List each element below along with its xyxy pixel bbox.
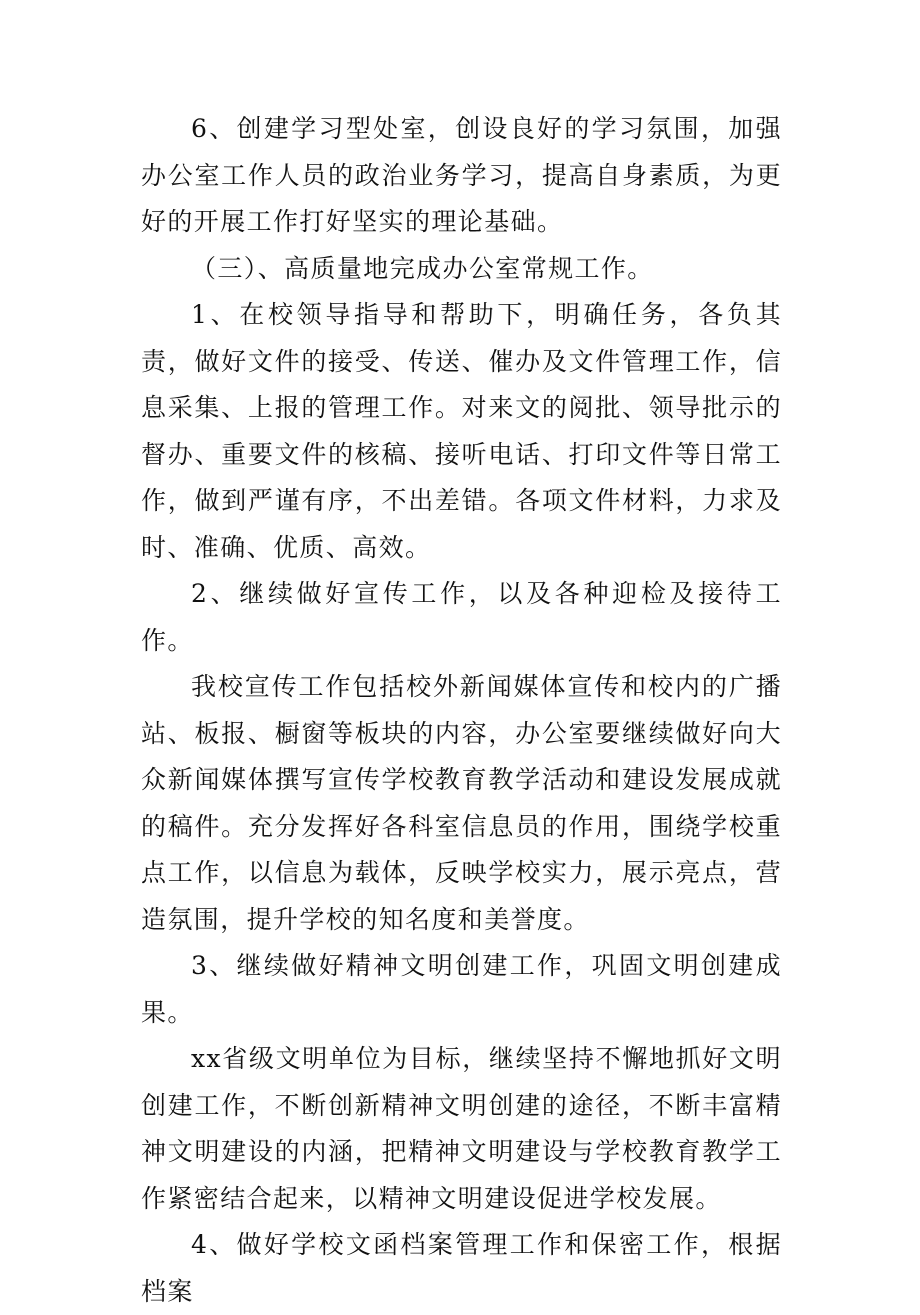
paragraph-civilization-details: xx省级文明单位为目标，继续坚持不懈地抓好文明创建工作，不断创新精神文明创建的途径，不断丰富精神文明建设的内涵，把精神文明建设与学校教育教学工作紧密结合起来，以精神文明建设促进学校发展。 [141,1044,782,1213]
paragraph-publicity-details: 我校宣传工作包括校外新闻媒体宣传和校内的广播站、板报、橱窗等板块的内容，办公室要继续做好向大众新闻媒体撰写宣传学校教育教学活动和建设发展成就的稿件。充分发挥好各科室信息员的作用，围绕学校重点工作，以信息为载体，反映学校实力，展示亮点，营造氛围，提升学校的知名度和美誉度。 [141,672,782,934]
document-body [141,106,782,1315]
paragraph-item-4-archives: 4、做好学校文函档案管理工作和保密工作，根据档案 [141,1230,782,1306]
paragraph-item-1-document-management: 1、在校领导指导和帮助下，明确任务，各负其责，做好文件的接受、传送、催办及文件管理工作，信息采集、上报的管理工作。对来文的阅批、领导批示的督办、重要文件的核稿、接听电话、打印文件等日常工作，做到严谨有序，不出差错。各项文件材料，力求及时、准确、优质、高效。 [141,300,782,562]
paragraph-item-2-publicity: 2、继续做好宣传工作，以及各种迎检及接待工作。 [141,579,782,655]
section-heading-routine-work: （三）、高质量地完成办公室常规工作。 [191,253,654,283]
paragraph-item-3-civilization: 3、继续做好精神文明创建工作，巩固文明创建成果。 [141,951,782,1027]
paragraph-item-6-study-office: 6、创建学习型处室，创设良好的学习氛围，加强办公室工作人员的政治业务学习，提高自身素质，为更好的开展工作打好坚实的理论基础。 [141,114,782,236]
